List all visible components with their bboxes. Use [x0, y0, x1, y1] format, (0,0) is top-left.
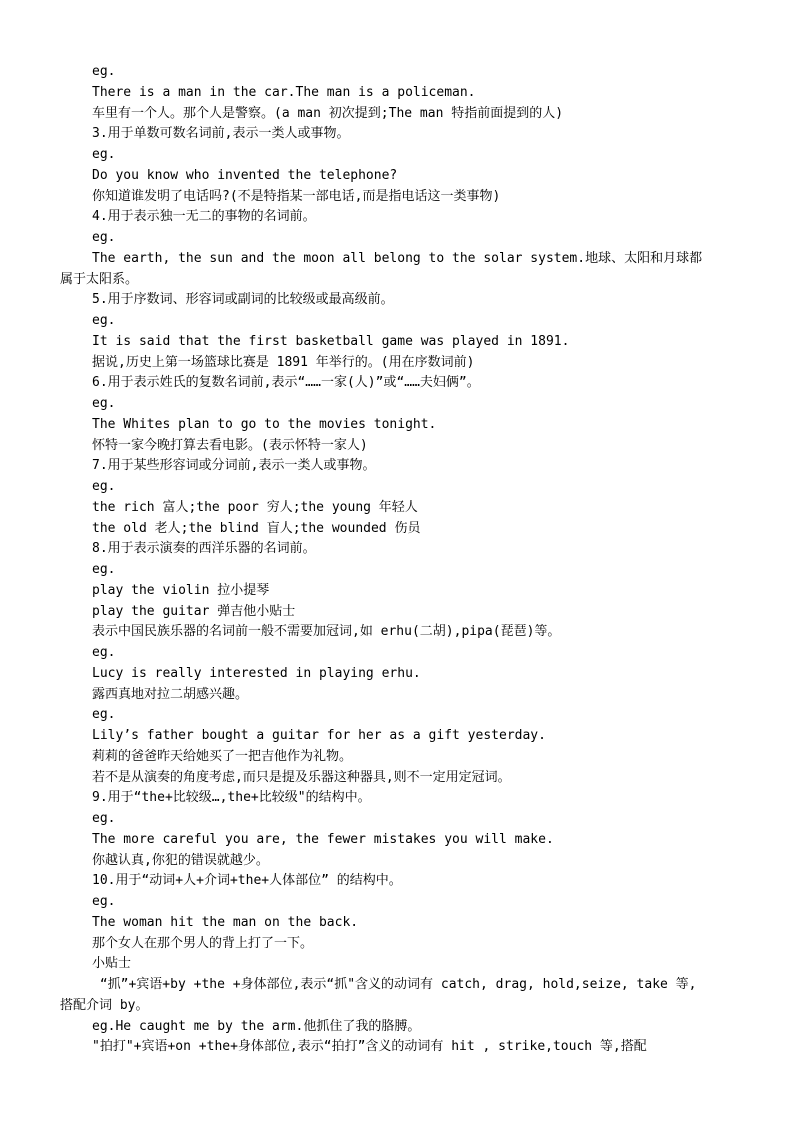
- text-line: 若不是从演奏的角度考虑,而只是提及乐器这种器具,则不一定用定冠词。: [92, 769, 511, 785]
- text-line: eg.: [92, 313, 116, 328]
- tip-heading: 小贴士: [92, 956, 132, 972]
- section-heading: 3.用于单数可数名词前,表示一类人或事物。: [92, 126, 350, 142]
- section-heading: 9.用于“the+比较级…,the+比较级"的结构中。: [92, 790, 371, 806]
- section-heading: 10.用于“动词+人+介词+the+人体部位” 的结构中。: [92, 873, 402, 889]
- text-line: eg.: [92, 396, 116, 411]
- text-line: "拍打"+宾语+on +the+身体部位,表示“拍打”含义的动词有 hit , strike,touch 等,搭配: [92, 1039, 647, 1055]
- text-line: eg.: [92, 147, 116, 162]
- text-line: 表示中国民族乐器的名词前一般不需要加冠词,如 erhu(二胡),pipa(琵琶)等。: [92, 624, 561, 640]
- text-line: Lucy is really interested in playing erhu.: [92, 665, 421, 681]
- text-line: the old 老人;the blind 盲人;the wounded 伤员: [92, 520, 421, 536]
- text-line: 露西真地对拉二胡感兴趣。: [92, 686, 249, 702]
- text-line: eg.: [92, 894, 116, 909]
- text-line: There is a man in the car.The man is a policeman.: [92, 84, 476, 100]
- section-heading: 5.用于序数词、形容词或副词的比较级或最高级前。: [92, 292, 394, 308]
- text-line: The Whites plan to go to the movies tonight.: [92, 416, 437, 432]
- text-line: 怀特一家今晚打算去看电影。(表示怀特一家人): [92, 437, 368, 453]
- text-line: eg.: [92, 562, 116, 577]
- text-line: eg.He caught me by the arm.他抓住了我的胳膊。: [92, 1018, 421, 1034]
- section-heading: 8.用于表示演奏的西洋乐器的名词前。: [92, 541, 316, 557]
- section-heading: 6.用于表示姓氏的复数名词前,表示“……一家(人)”或“……夫妇俩”。: [92, 375, 480, 391]
- text-line: eg.: [92, 811, 116, 826]
- document-body: [0, 62, 794, 1058]
- text-line: Do you know who invented the telephone?: [92, 167, 398, 183]
- text-line: eg.: [92, 230, 116, 245]
- text-line: 搭配介词 by。: [60, 997, 149, 1013]
- text-line: 车里有一个人。那个人是警察。(a man 初次提到;The man 特指前面提到的人): [92, 105, 564, 121]
- text-line: The woman hit the man on the back.: [92, 914, 359, 930]
- text-line: “抓”+宾语+by +the +身体部位,表示“抓"含义的动词有 catch, drag, hold,seize, take 等,: [92, 977, 697, 992]
- text-line: eg.: [92, 479, 116, 494]
- text-line: 属于太阳系。: [60, 271, 139, 287]
- text-line: The more careful you are, the fewer mistakes you will make.: [92, 831, 554, 847]
- text-line: Lily’s father bought a guitar for her as a gift yesterday.: [92, 728, 546, 743]
- text-line: 你越认真,你犯的错误就越少。: [92, 852, 269, 868]
- text-line: 莉莉的爸爸昨天给她买了一把吉他作为礼物。: [92, 748, 353, 764]
- section-heading: 7.用于某些形容词或分词前,表示一类人或事物。: [92, 458, 376, 474]
- text-line: The earth, the sun and the moon all belong to the solar system.地球、太阳和月球都: [92, 250, 703, 266]
- text-line: play the violin 拉小提琴: [92, 582, 270, 598]
- text-line: It is said that the first basketball game was played in 1891.: [92, 333, 570, 349]
- section-heading: 4.用于表示独一无二的事物的名词前。: [92, 209, 316, 225]
- text-line: eg.: [92, 64, 116, 79]
- text-line: the rich 富人;the poor 穷人;the young 年轻人: [92, 499, 418, 515]
- text-line: 你知道谁发明了电话吗?(不是特指某一部电话,而是指电话这一类事物): [92, 188, 501, 204]
- text-line: eg.: [92, 645, 116, 660]
- text-line: eg.: [92, 707, 116, 723]
- text-line: 据说,历史上第一场篮球比赛是 1891 年举行的。(用在序数词前): [92, 354, 475, 370]
- text-line: play the guitar 弹吉他小贴士: [92, 603, 296, 619]
- text-line: 那个女人在那个男人的背上打了一下。: [92, 935, 314, 951]
